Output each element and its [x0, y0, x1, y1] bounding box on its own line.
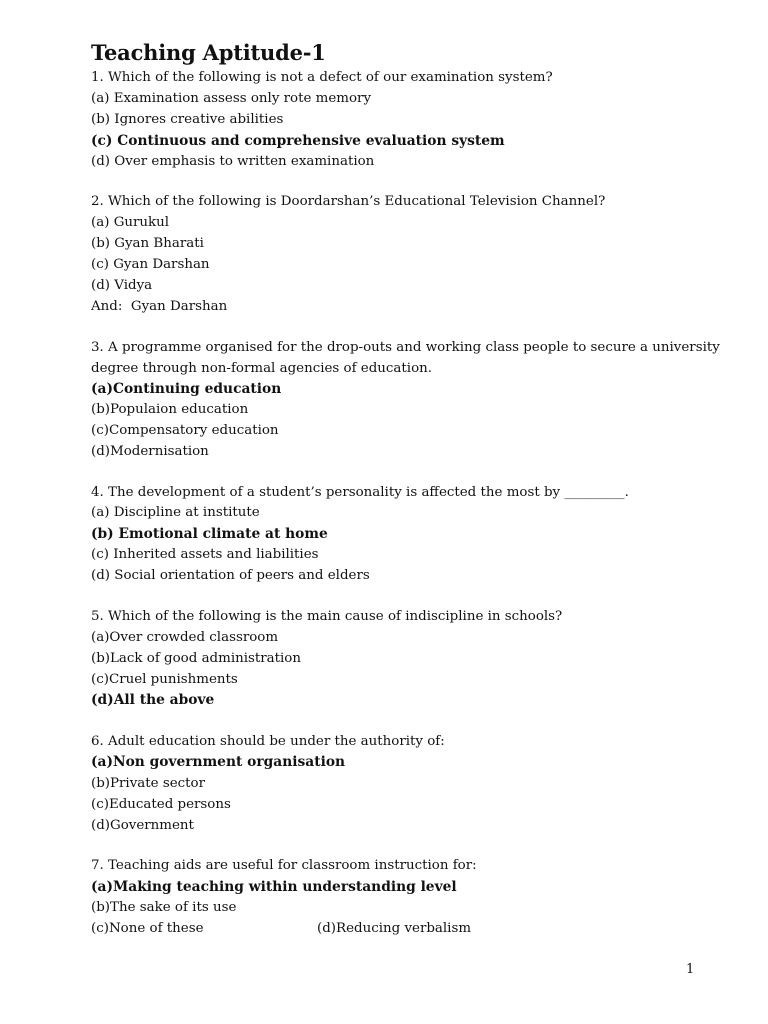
- q3-option-c: (c)Compensatory education: [91, 423, 279, 438]
- q5-option-a: (a)Over crowded classroom: [91, 630, 279, 645]
- q5-option-c: (c)Cruel punishments: [91, 672, 238, 687]
- q6-option-c: (c)Educated persons: [91, 797, 231, 812]
- q2-option-b: (b) Gyan Bharati: [91, 236, 204, 251]
- q3-option-d: (d)Modernisation: [91, 444, 209, 459]
- q4-option-d: (d) Social orientation of peers and elders: [91, 568, 370, 583]
- question-3-line-1: 3. A programme organised for the drop-outs and working class people to secure a university: [91, 340, 720, 355]
- question-1: 1. Which of the following is not a defect of our examination system?: [91, 70, 553, 85]
- q6-option-d: (d)Government: [91, 818, 194, 833]
- question-4: 4. The development of a student’s personality is affected the most by _________.: [91, 485, 629, 500]
- q7-option-d: (d)Reducing verbalism: [317, 921, 472, 936]
- question-3-line-2: degree through non-formal agencies of education.: [91, 361, 433, 376]
- q5-option-b: (b)Lack of good administration: [91, 651, 301, 666]
- question-5: 5. Which of the following is the main cause of indiscipline in schools?: [91, 609, 563, 624]
- question-2: 2. Which of the following is Doordarshan’s Educational Television Channel?: [91, 194, 606, 209]
- q2-option-c: (c) Gyan Darshan: [91, 257, 210, 272]
- question-6: 6. Adult education should be under the authority of:: [91, 734, 445, 749]
- q5-option-d-answer: (d)All the above: [91, 692, 215, 708]
- q2-answer: And: Gyan Darshan: [91, 299, 228, 314]
- page-title: Teaching Aptitude-1: [91, 40, 326, 65]
- q4-option-a: (a) Discipline at institute: [91, 505, 260, 520]
- q4-option-c: (c) Inherited assets and liabilities: [91, 547, 319, 562]
- q6-option-b: (b)Private sector: [91, 776, 205, 791]
- q6-option-a-answer: (a)Non government organisation: [91, 754, 346, 770]
- q3-option-a-answer: (a)Continuing education: [91, 381, 282, 397]
- q1-option-b: (b) Ignores creative abilities: [91, 112, 284, 127]
- q4-option-b-answer: (b) Emotional climate at home: [91, 526, 328, 542]
- q1-option-a: (a) Examination assess only rote memory: [91, 91, 372, 106]
- q1-option-c-answer: (c) Continuous and comprehensive evaluation system: [91, 133, 505, 149]
- q3-option-b: (b)Populaion education: [91, 402, 249, 417]
- q1-option-d: (d) Over emphasis to written examination: [91, 154, 375, 169]
- page-number: 1: [686, 962, 695, 977]
- q2-option-d: (d) Vidya: [91, 278, 153, 293]
- q7-option-c: (c)None of these: [91, 921, 204, 936]
- q7-option-a-answer: (a)Making teaching within understanding level: [91, 879, 457, 895]
- question-7: 7. Teaching aids are useful for classroom instruction for:: [91, 858, 477, 873]
- q2-option-a: (a) Gurukul: [91, 215, 170, 230]
- q7-option-b: (b)The sake of its use: [91, 900, 237, 915]
